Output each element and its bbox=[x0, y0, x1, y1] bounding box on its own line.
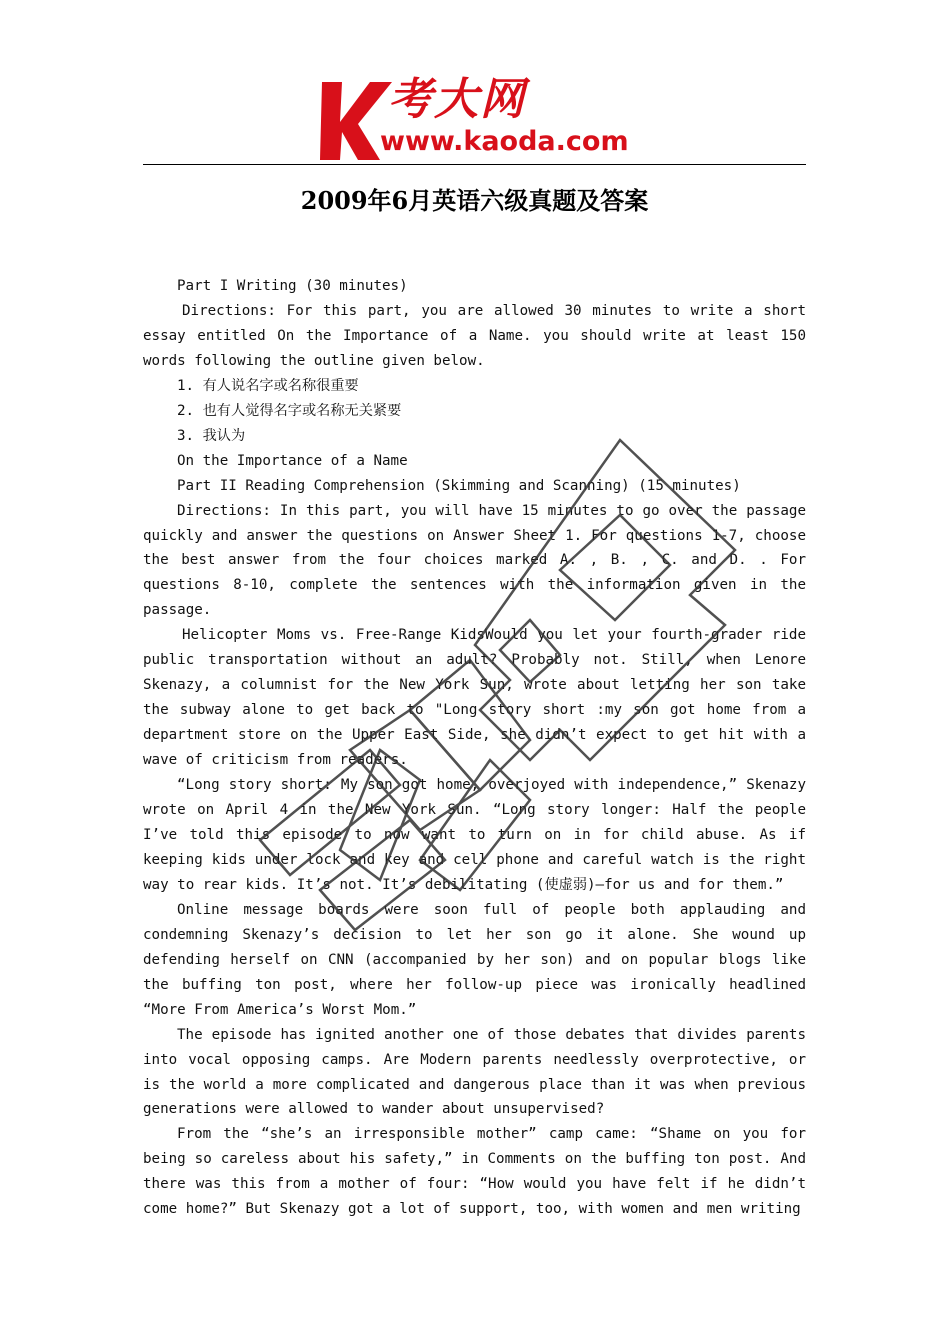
paragraph: 1. 有人说名字或名称很重要 bbox=[177, 377, 359, 394]
paragraph: 3. 我认为 bbox=[177, 427, 246, 444]
paragraph: Online message boards were soon full of people both applauding and condemning Skenazy’s decision to let her son go it alone. She wound up defending herself on CNN (accompanied by her son) and on popular blogs like the buffing ton post, where her follow-up piece was ironically headlined “More From America’s Worst Mom.” bbox=[143, 901, 806, 1018]
paragraph: Part I Writing (30 minutes) bbox=[177, 278, 408, 294]
kaoda-logo bbox=[318, 74, 648, 164]
page-title: 2009年6月英语六级真题及答案 bbox=[300, 186, 649, 215]
paragraph: 2. 也有人觉得名字或名称无关紧要 bbox=[177, 402, 402, 419]
paragraph: On the Importance of a Name bbox=[177, 452, 408, 469]
paragraph: From the “she’s an irresponsible mother” camp came: “Shame on you for being so careless about his safety,” in Comments on the buffing ton post. And there was this from a mother of four: “How would you have felt if he didn’t come home?” But Skenazy got a lot of support, too, with women and men writing bbox=[143, 1126, 806, 1218]
paragraph: Directions: In this part, you will have 15 minutes to go over the passage quickly and answer the questions on Answer Sheet 1. For questions 1-7, choose the best answer from the four choices marked A. , B. , C. and D. . For questions 8-10, complete the sentences with the information given in the passage. bbox=[143, 502, 806, 619]
paragraph: “Long story short: My son got home, overjoyed with independence,” Skenazy wrote on April 4 in the New York Sun. “Long story longer: Half the people I’ve told this episode to now want to turn on in for child abuse. As if keeping kids under lock and key and cell phone and careful watch is the right way to rear kids. It’s not. It’s debilitating (使虚弱)—for us and for them.” bbox=[143, 777, 806, 893]
document-body bbox=[143, 274, 806, 1222]
paragraph: Directions: For this part, you are allowed 30 minutes to write a short essay entitled On the Importance of a Name. you should write at least 150 words following the outline given below. bbox=[143, 302, 806, 369]
logo-url: www.kaoda.com bbox=[380, 126, 629, 157]
paragraph: The episode has ignited another one of those debates that divides parents into vocal opposing camps. Are Modern parents needlessly overprotective, or is the world a more complicated and dangerous place than it was when previous generations were allowed to wander about unsupervised? bbox=[143, 1026, 806, 1118]
logo-chinese-name: 考大网 bbox=[388, 74, 526, 125]
paragraph: Part II Reading Comprehension (Skimming and Scanning) (15 minutes) bbox=[177, 477, 741, 494]
header-rule bbox=[143, 164, 806, 165]
paragraph: Helicopter Moms vs. Free-Range KidsWould you let your fourth-grader ride public transportation without an adult? Probably not. Still, when Lenore Skenazy, a columnist for the New York Sun, wrote about letting her son take the subway alone to get back to "Long story short :my son got home from a department store on the Upper East Side, she didn’t expect to get hit with a wave of criticism from readers. bbox=[143, 627, 806, 769]
